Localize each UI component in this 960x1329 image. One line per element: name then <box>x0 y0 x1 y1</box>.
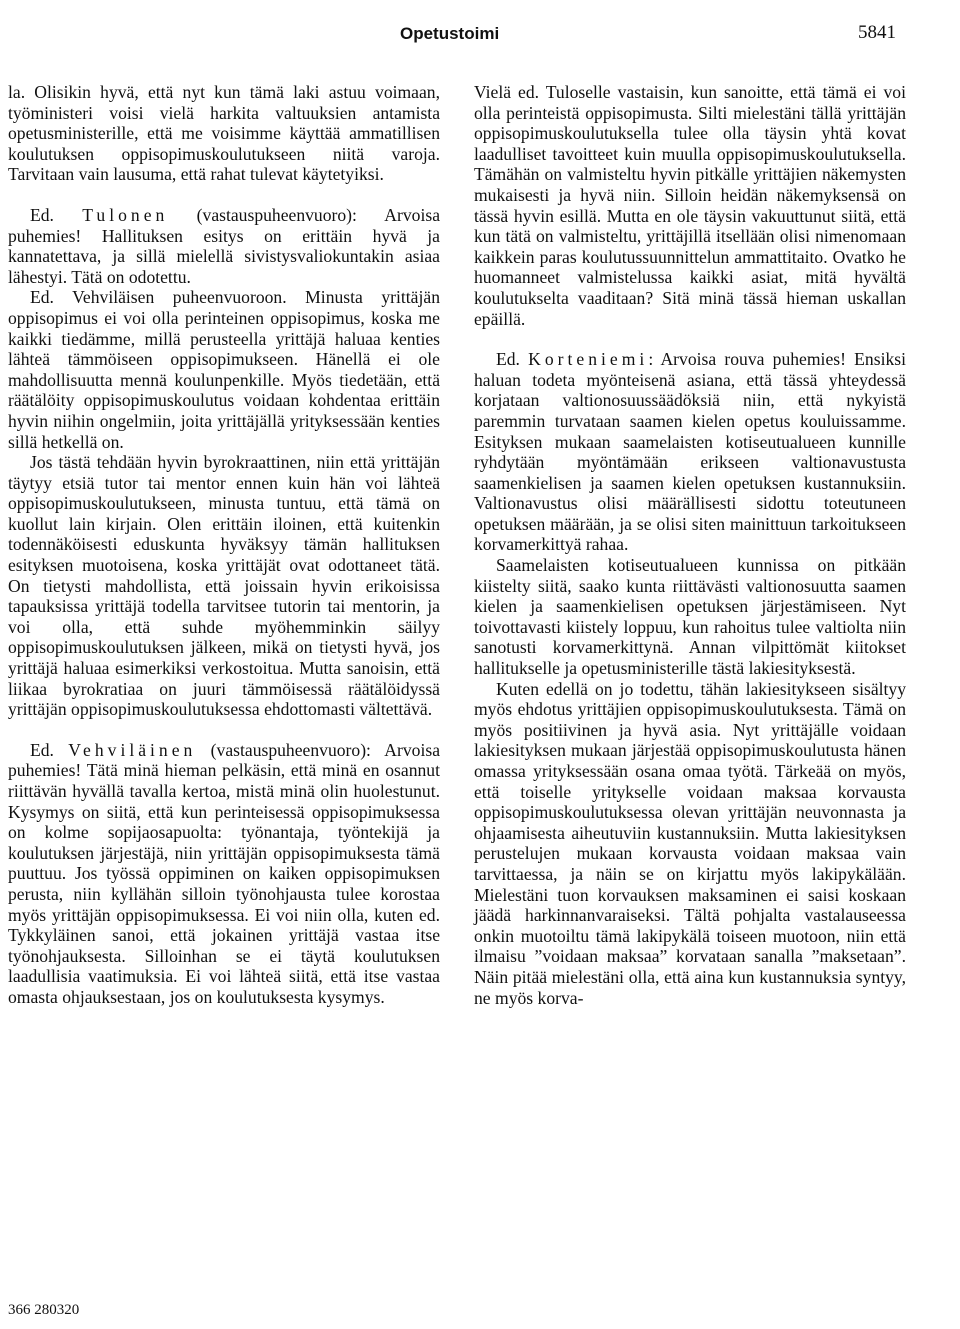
paragraph: Kuten edellä on jo todettu, tähän lakiesitykseen sisältyy myös ehdotus yrittäjien oppisopimuskoulutuksesta. Tämä on myös positiivinen ja hyvä asia. Nyt yrittäjälle voidaan lakiesityksen mukaan järjestää oppisopimuskoulutusta hänen omassa yrityksessään osana omaa työtä. Tärkeää on myös, että toiselle yritykselle voidaan maksaa korvausta oppisopimuskoulutuksessa olevan yrittäjän neuvonnasta ja ohjaamisesta aiheutuviin kustannuksiin. Mutta lakiesityksen perustelujen mukaan korvausta voidaan maksaa vain tarvittaessa, ja näin se on kirjattu myös lakipykälään. Mielestäni tuon korvauksen maksaminen ei saisi koskaan jäädä harkinnanvaraiseksi. Tältä pohjalta vastalauseessa onkin muotoiltu tämä lakipykälä toiseen muotoon, niin että ilmaisu ”voidaan maksaa” korvataan sanalla ”maksetaan”. Näin pitää mielestäni olla, että aina kun kustannuksia syntyy, ne myös korva- <box>474 678 906 1008</box>
paragraph-tulonen <box>8 205 440 287</box>
speaker-name: Vehviläinen <box>68 739 197 760</box>
speaker-name: Korteniemi <box>528 349 649 370</box>
right-column <box>474 82 906 1008</box>
page-number: 5841 <box>858 22 896 43</box>
speaker-prefix: Ed. <box>30 204 83 225</box>
paragraph: Jos tästä tehdään hyvin byrokraattinen, niin että yrittäjän täytyy etsiä tutor tai mentor ennen kuin hän voi lähteä oppisopimuskoulutukseen, minusta tuntuu, että tämä on kuollut lain kirjain. Olen erittäin iloinen, että kuitenkin todennäköisesti eduskunta hyväksyy tämän hallituksen esityksen muotoisena, koska yrittäjät ovat odottaneet tätä. On tietysti mahdollista, että joissain hyvin erikoisissa tapauksissa yrittäjä todella tarvitsee tutorin tai mentorin, ja voi olla, että suhde myöhemminkin säilyy oppisopimuskoulutuksen jälkeen, mikä on tietysti hyvä, jos yrittäjä haluaa esimerkiksi verkostoitua. Mutta sanoisin, että liikaa byrokratiaa on juuri tämmöisessä räätälöidyssä yrittäjän oppisopimuskoulutuksessa ehdottomasti vältettävä. <box>8 452 440 720</box>
paragraph-vehvilainen <box>8 740 440 1008</box>
speaker-prefix: Ed. <box>30 739 69 760</box>
paragraph-continuation: la. Olisikin hyvä, että nyt kun tämä laki astuu voimaan, työministeri voisi vielä harkita valtuuksien antamista opetusministerille, että me voisimme käyttää ammatillisen koulutuksen oppisopimuskoulutukseen niitä varoja. Tarvitaan vain lausuma, että rahat tulevat käytetyiksi. <box>8 82 440 185</box>
speech-text: (vastauspuheenvuoro): Arvoisa puhemies! Tätä minä hieman pelkäsin, että minä en osannut riittävän hyvällä tavalla kertoa, mistä minä olin huolestunut. Kysymys on siitä, että kun perinteisessä oppisopimuksessa on kolme sopijaosapuolta: työnantaja, työntekijä ja koulutuksen järjestäjä, niin yrittäjän oppisopimuksesta tämä puuttuu. Jos työssä oppiminen on kaiken oppisopimuksen perusta, niin kyllähän silloin työnohjausta tulee korostaa myös yrittäjän oppisopimuksessa. Ei voi niin olla, kuten ed. Tykkyläinen sanoi, että jokainen yrittäjä vastaa itse työnohjauksesta. Silloinhan se ei täytä koulutuksen laadullisia vaatimuksia. Ei voi lähteä siitä, että itse vastaa omasta ohjauksestaan, jos on koulutuksesta kysymys. <box>8 739 441 1007</box>
speech-text: (vastauspuheenvuoro): Arvoisa puhemies! Hallituksen esitys on erittäin hyvä ja kannatettava, ja sillä mielellä sivistysvaliokuntakin asiaa lähestyi. Tätä on odotettu. <box>8 204 440 287</box>
paragraph-continuation: Vielä ed. Tuloselle vastaisin, kun sanoitte, että tämä ei voi olla perinteistä oppisopimusta. Silti mielestäni tällä yrittäjän oppisopimuskoulutuksella tulee olla täysin yhtä kovat laadulliset tavoitteet kuin muulla oppisopimuskoulutuksella. Tämähän on valmisteltu hyvin pitkälle yrittäjien näkemysten mukaisesti ja hyvä niin. Silloin heidän näkemyksensä on tässä hyvin esillä. Mutta en ole täysin vakuuttunut siitä, että kun tätä on valmisteltu, yrittäjillä itsellään olisi nimenomaan kaikkein paras koulutussuunnittelun ammattitaito. Ovatko he huomanneet valmistelussa kaikki asiat, mitä hyvältä koulutukselta vaaditaan? Sitä minä tässä hieman uskallan epäillä. <box>474 82 906 329</box>
footer-code: 366 280320 <box>8 1302 80 1318</box>
speaker-prefix: Ed. <box>496 349 529 370</box>
left-column <box>8 82 440 1008</box>
page-header <box>0 18 960 50</box>
paragraph-korteniemi <box>474 349 906 555</box>
paragraph: Saamelaisten kotiseutualueen kunnissa on pitkään kiistelty siitä, saako kunta riittävästi valtionosuutta saamen kielen ja saamenkielisen opetuksen järjestämiseen. Nyt toivottavasti kiistely loppuu, kun rahoitus tulee valtiolta niin sanotusti korvamerkittynä. Annan vilpittömät kiitokset hallitukselle ja opetusministerille tästä lakiesityksestä. <box>474 555 906 679</box>
speech-text: : Arvoisa rouva puhemies! Ensiksi haluan todeta myönteisenä asiana, että tässä yhteydessä korjataan valtionosuussäädöksiä niin, että nykyistä paremmin turvataan saamen kielen opetus kouluissamme. Esityksen mukaan saamelaisten kotiseutualueen kunnille ryhdytään myöntämään erikseen valtionavustusta saamenkielisen ja saamen kielen opetuksen kustannuksiin. Valtionavustus olisi määrällisesti sidottu toteutuneen opetuksen määrään, ja se olisi siten mainittuun tarkoitukseen korvamerkittyä rahaa. <box>474 349 906 555</box>
speaker-name: Tulonen <box>82 204 169 225</box>
paragraph: Ed. Vehviläisen puheenvuoroon. Minusta yrittäjän oppisopimus ei voi olla perinteinen oppisopimus, koska me kaikki tiedämme, millä perusteella yrittäjä haluaa kenties lähteä tämmöiseen oppisopimukseen. Hänellä ei ole mahdollisuutta mennä koulunpenkille. Myös tiedetään, että räätälöity oppisopimuskoulutus voidaan kohdentaa erittäin hyvin niihin ongelmiin, joita yrittäjällä yrityksessään kenties sillä hetkellä on. <box>8 287 440 452</box>
section-title: Opetustoimi <box>400 24 500 43</box>
